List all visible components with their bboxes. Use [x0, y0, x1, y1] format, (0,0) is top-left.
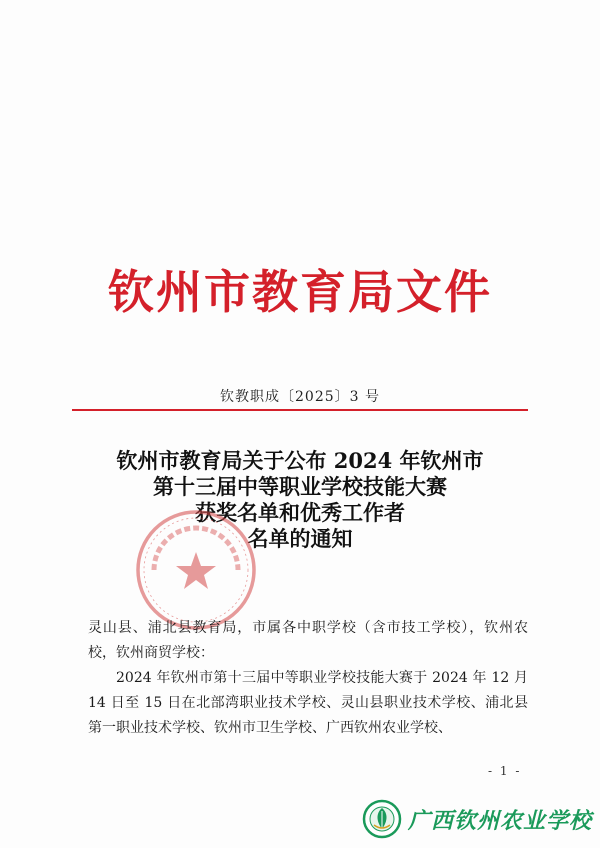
document-header: 钦州市教育局文件 — [108, 265, 492, 319]
document-body — [88, 616, 528, 741]
title-line: 名单的通知 — [247, 526, 353, 551]
watermark-text: 广西钦州农业学校 — [408, 808, 593, 834]
page-number: - 1 - — [488, 764, 522, 778]
official-seal-stamp — [132, 506, 260, 634]
red-divider — [72, 409, 528, 411]
school-logo-icon — [362, 799, 402, 839]
title-line: 第十三届中等职业学校技能大赛 — [153, 474, 447, 499]
salutation-paragraph: 灵山县、浦北县教育局，市属各中职学校（含市技工学校），钦州农校，钦州商贸学校： — [88, 620, 528, 661]
school-watermark — [362, 796, 594, 842]
title-line: 钦州市教育局关于公布 2024 年钦州市 — [116, 448, 484, 473]
body-paragraph: 2024 年钦州市第十三届中等职业学校技能大赛于 2024 年 12 月 14 日至 15 日在北部湾职业技术学校、灵山县职业技术学校、浦北县第一职业技术学校、钦州市卫生学校、广西钦州农业学校、 — [88, 670, 528, 736]
document-number: 钦教职成〔2025〕3 号 — [220, 389, 380, 405]
title-line: 获奖名单和优秀工作者 — [195, 500, 405, 525]
